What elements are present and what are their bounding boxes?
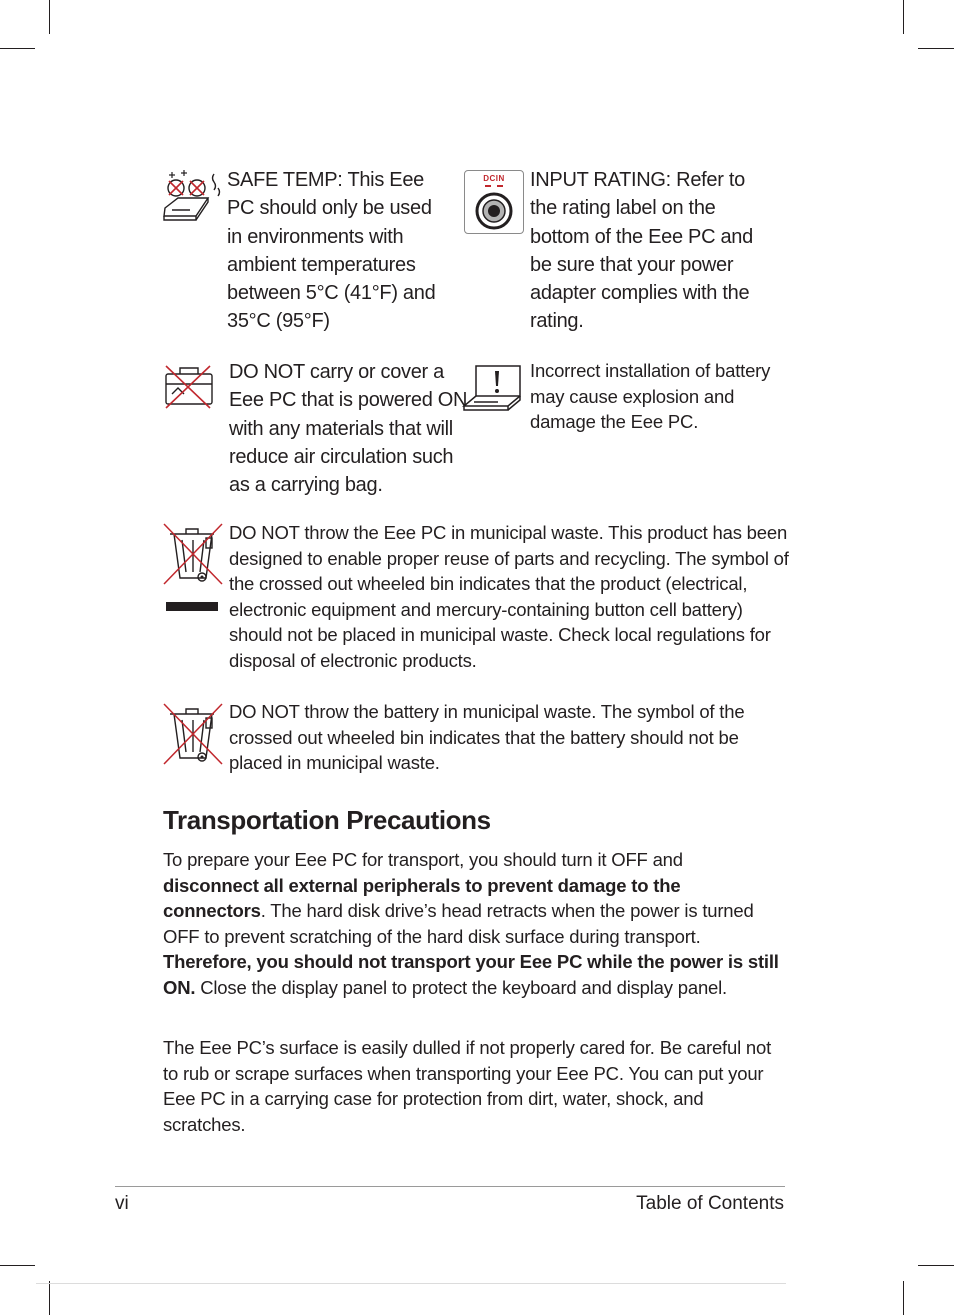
crossed-bag-icon xyxy=(160,362,216,410)
slug-line xyxy=(36,1283,786,1284)
laptop-warning-icon xyxy=(462,362,526,416)
do-not-carry-notice: DO NOT carry or cover a Eee PC that is powered ON with any materials that will reduce air circulation such as a carrying bag. xyxy=(229,361,468,497)
input-rating-notice: INPUT RATING: Refer to the rating label on the bottom of the Eee PC and be sure that your power adapter complies with the rating. xyxy=(530,169,753,333)
battery-install-notice: Incorrect installation of battery may cause explosion and damage the Eee PC. xyxy=(530,360,771,433)
dcin-jack-icon xyxy=(464,170,524,234)
temperature-warning-icon xyxy=(160,168,224,226)
transport-paragraph-2: The Eee PC’s surface is easily dulled if not properly cared for. Be careful not to rub or scrape surfaces when transporting your Eee PC. You can put your Eee PC in a carrying case for protection from dirt, water, shock, and scratches. xyxy=(163,1037,772,1135)
waste-pc-notice: DO NOT throw the Eee PC in municipal waste. This product has been designed to enable proper reuse of parts and recycling. The symbol of the crossed out wheeled bin indicates that the product (electrical, electronic equipment and mercury-containing button cell battery) should not be placed in municipal waste. Check local regulations for disposal of electronic products. xyxy=(229,522,789,671)
footer-section-label: Table of Contents xyxy=(636,1193,784,1214)
safe-temp-notice: SAFE TEMP: This Eee PC should only be used in environments with ambient temperatures between 5°C (41°F) and 35°C (95°F) xyxy=(227,169,436,333)
waste-battery-notice: DO NOT throw the battery in municipal waste. The symbol of the crossed out wheeled bin indicates that the battery should not be placed in municipal waste. xyxy=(229,701,745,774)
crop-mark xyxy=(918,48,954,49)
crop-mark xyxy=(0,48,35,49)
crop-mark xyxy=(918,1265,954,1266)
dcin-label: DCIN xyxy=(483,174,505,183)
dcin-dash-line xyxy=(485,185,503,187)
crop-mark xyxy=(49,0,50,34)
crop-mark xyxy=(903,1281,904,1315)
p1-text-a: To prepare your Eee PC for transport, you should turn it OFF and xyxy=(163,849,683,870)
crossed-wheeled-bin-icon xyxy=(162,702,224,768)
p1-bold-b: disconnect all external peripherals to prevent damage to the connectors xyxy=(163,874,681,922)
crop-mark xyxy=(0,1265,35,1266)
p1-bold-d: Therefore, you should not transport your Eee PC while the power is still ON. xyxy=(163,951,779,998)
transport-paragraph-1 xyxy=(163,847,783,1001)
section-heading: Transportation Precautions xyxy=(163,805,491,835)
p1-text-c: . The hard disk drive’s head retracts when the power is turned OFF to prevent scratching of the hard disk surface during transport. xyxy=(163,900,754,947)
crossed-wheeled-bin-icon xyxy=(162,522,224,588)
crop-mark xyxy=(903,0,904,34)
crop-mark xyxy=(49,1281,50,1315)
bin-underline-bar xyxy=(166,602,218,611)
p1-text-e: Close the display panel to protect the keyboard and display panel. xyxy=(195,976,727,998)
page-number: vi xyxy=(115,1193,129,1214)
footer-rule xyxy=(115,1186,785,1187)
